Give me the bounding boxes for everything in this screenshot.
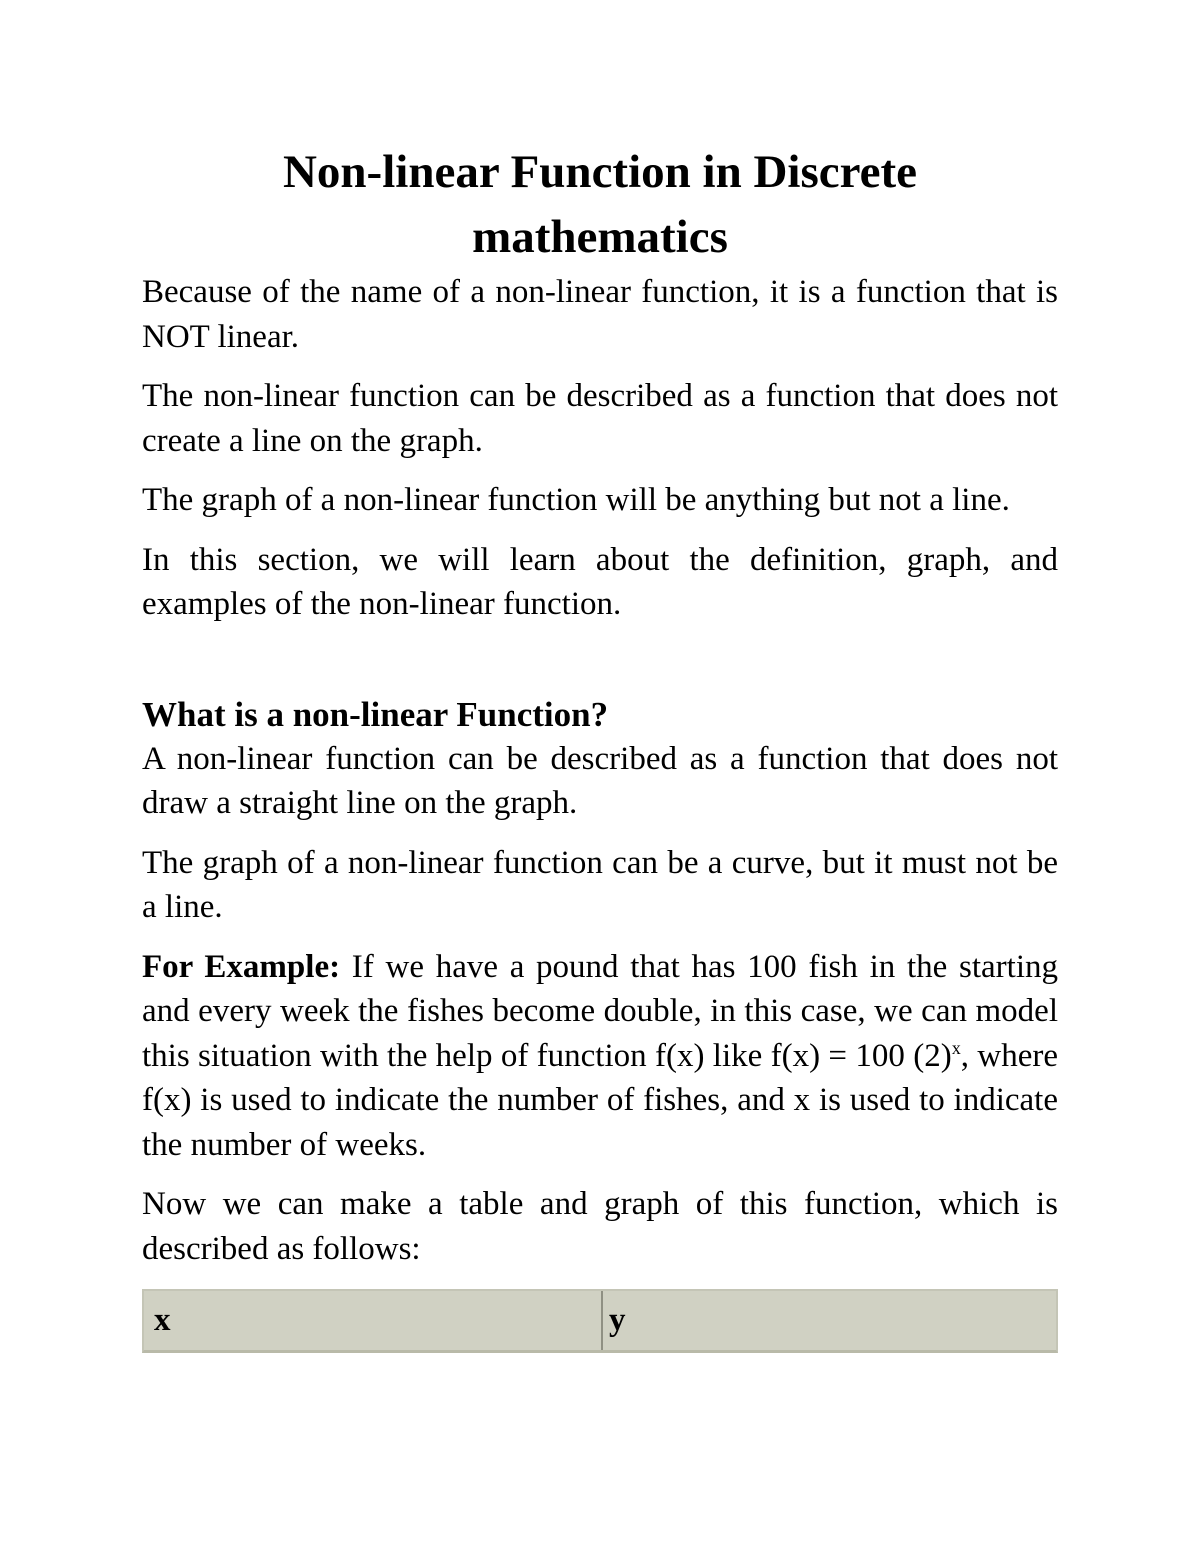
example-paragraph — [142, 945, 1058, 1168]
title-line-1: Non-linear Function in Discrete — [282, 146, 918, 198]
title-line-2: mathematics — [472, 211, 728, 263]
intro-paragraph-4: In this section, we will learn about the definition, graph, and examples of the non-linear function. — [142, 541, 1058, 622]
intro-paragraph-3: The graph of a non-linear function will be anything but not a line. — [142, 482, 1010, 518]
example-exponent: x — [951, 1037, 961, 1058]
intro-paragraph-1: Because of the name of a non-linear function, it is a function that is NOT linear. — [142, 274, 1058, 355]
intro-paragraph-2: The non-linear function can be described as a function that does not create a line on the graph. — [142, 378, 1058, 459]
example-text-1: If we have a pound that has 100 fish in the starting and every week the fishes become double, in this case, we can model this situation with the help of function f(x) like f(x) = 100 (2) — [142, 948, 1058, 1074]
table-header-y: y — [601, 1291, 1056, 1350]
table-intro-paragraph: Now we can make a table and graph of this function, which is described as follows: — [142, 1186, 1058, 1267]
document-title — [142, 140, 1058, 270]
document-page — [142, 140, 1058, 1353]
section-heading: What is a non-linear Function? — [142, 694, 609, 734]
example-text-2: , where f(x) is used to indicate the number of fishes, and x is used to indicate the number of weeks. — [142, 1037, 1058, 1163]
data-table — [142, 1289, 1058, 1353]
example-lead: For Example: — [142, 948, 341, 985]
graph-paragraph: The graph of a non-linear function can be a curve, but it must not be a line. — [142, 844, 1058, 925]
table-header-x: x — [154, 1302, 171, 1338]
definition-paragraph: A non-linear function can be described as a function that does not draw a straight line on the graph. — [142, 740, 1058, 821]
